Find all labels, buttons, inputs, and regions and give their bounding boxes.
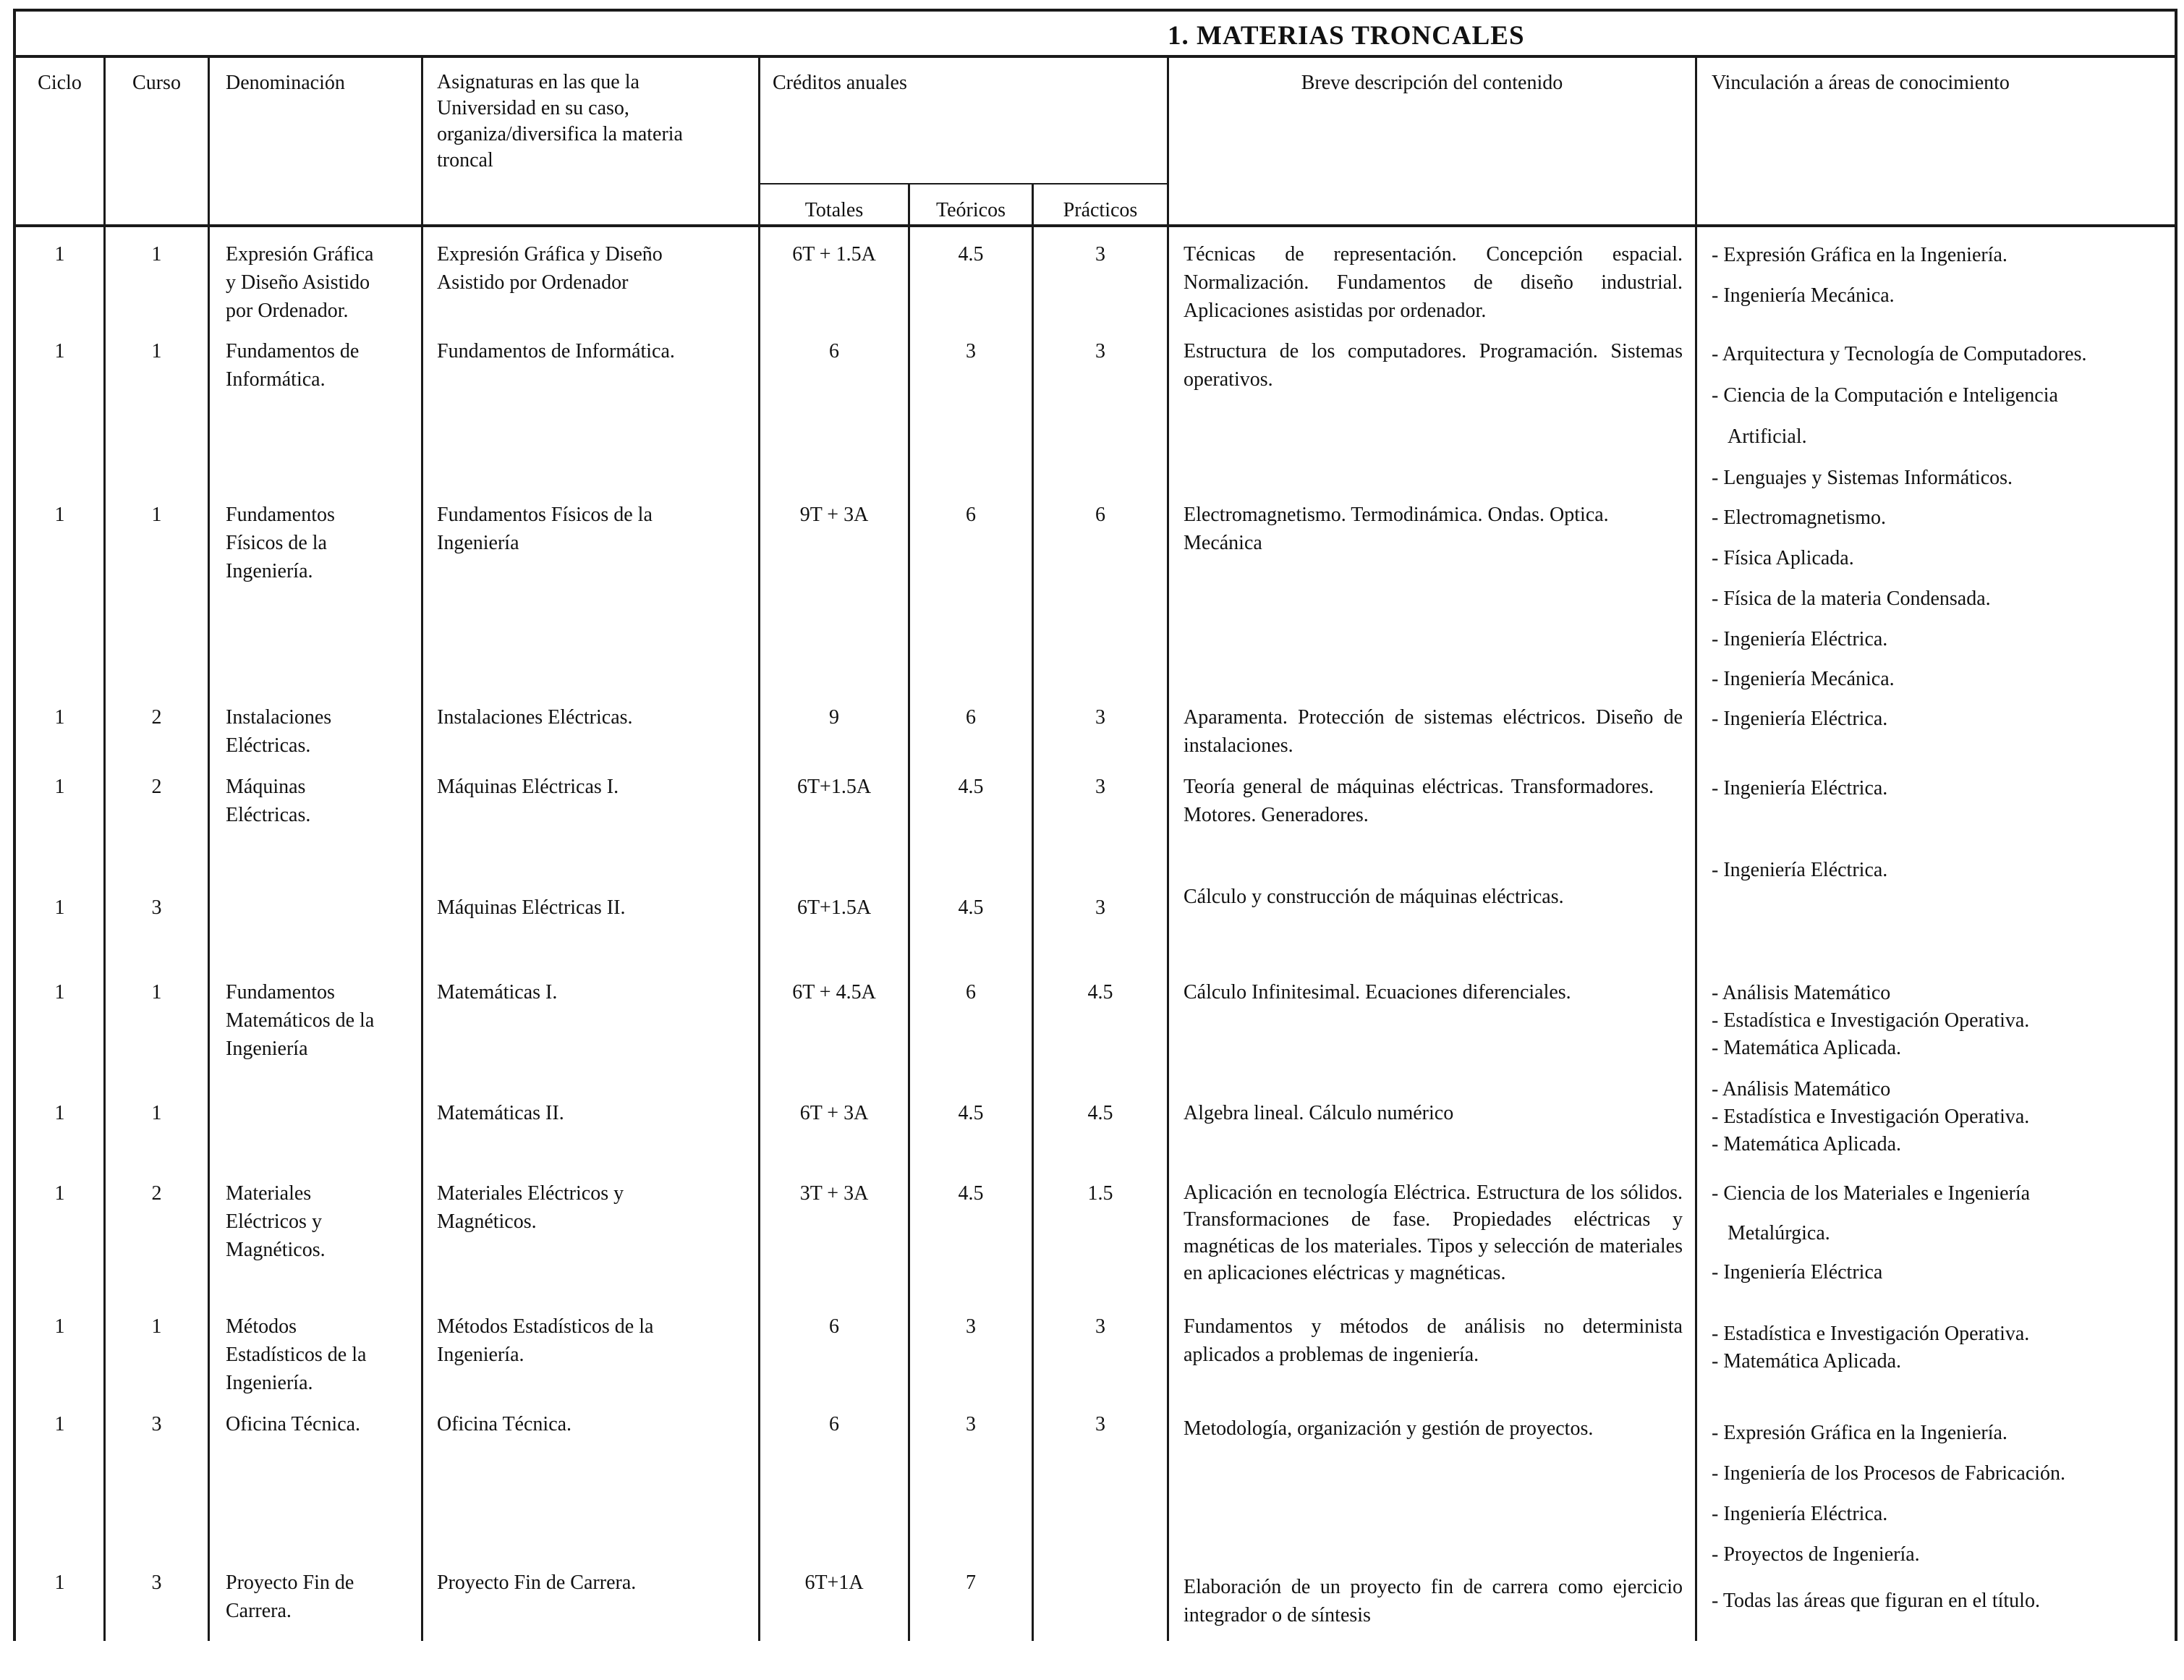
row-10-ciclo: 1 xyxy=(54,1413,65,1435)
row-8-descripcion: Aplicación en tecnología Eléctrica. Estructura de los sólidos. Transformaciones de fase. Propiedades eléctricas y magnéticas de los materiales. Tipos y selección de materiales en aplicaciones eléctricas y magnéticas. xyxy=(1184,1181,1683,1284)
area-item: - Ingeniería Eléctrica. xyxy=(1712,626,1887,653)
header-practicos: Prácticos xyxy=(1063,199,1138,221)
row-8-totales: 3T + 3A xyxy=(799,1182,869,1205)
row-2-denominacion: Fundamentos Físicos de la Ingeniería. xyxy=(226,504,335,582)
row-1-ciclo: 1 xyxy=(54,340,65,362)
area-item: - Expresión Gráfica en la Ingeniería. xyxy=(1712,242,2007,269)
row-11-denominacion: Proyecto Fin de Carrera. xyxy=(226,1571,354,1622)
row-6-practicos: 4.5 xyxy=(1087,981,1113,1004)
row-3-totales: 9 xyxy=(829,706,839,729)
row-3-denominacion: Instalaciones Eléctricas. xyxy=(226,706,332,757)
area-item: - Física de la materia Condensada. xyxy=(1712,585,1991,613)
area-item: - Ingeniería Mecánica. xyxy=(1712,282,1895,310)
col-divider-descripcion xyxy=(1167,56,1169,1641)
area-item: - Ingeniería Eléctrica. xyxy=(1712,1501,1887,1528)
col-divider-asignaturas xyxy=(421,56,423,1641)
row-7-descripcion: Algebra lineal. Cálculo numérico xyxy=(1184,1102,1454,1124)
row-2-ciclo: 1 xyxy=(54,504,65,526)
row-6-teoricos: 6 xyxy=(966,981,976,1004)
row-9-practicos: 3 xyxy=(1095,1315,1105,1338)
area-item: - Matemática Aplicada. xyxy=(1712,1131,1901,1158)
table-top-border xyxy=(13,9,2177,12)
header-vinculacion: Vinculación a áreas de conocimiento xyxy=(1712,72,2010,94)
area-item: - Estadística e Investigación Operativa. xyxy=(1712,1103,2029,1131)
row-0-denominacion: Expresión Gráfica y Diseño Asistido por Ordenador. xyxy=(226,243,374,322)
area-item: - Ingeniería de los Procesos de Fabricación. xyxy=(1712,1460,2065,1488)
area-item: - Matemática Aplicada. xyxy=(1712,1348,1901,1375)
row-7-practicos: 4.5 xyxy=(1087,1102,1113,1124)
row-5-teoricos: 4.5 xyxy=(958,896,984,919)
row-1-practicos: 3 xyxy=(1095,340,1105,362)
row-10-totales: 6 xyxy=(829,1413,839,1435)
area-item: - Análisis Matemático xyxy=(1712,1076,1890,1103)
area-item: - Matemática Aplicada. xyxy=(1712,1035,1901,1062)
col-divider-vinculacion xyxy=(1695,56,1697,1641)
area-item: - Todas las áreas que figuran en el título. xyxy=(1712,1587,2040,1615)
area-item: - Arquitectura y Tecnología de Computadores. xyxy=(1712,341,2087,368)
row-5-totales: 6T+1.5A xyxy=(796,896,872,919)
area-item: - Ciencia de los Materiales e Ingeniería xyxy=(1712,1180,2030,1208)
row-0-asignatura: Expresión Gráfica y Diseño Asistido por Ordenador xyxy=(437,243,663,294)
row-0-descripcion: Técnicas de representación. Concepción espacial. Normalización. Fundamentos de diseño industrial. Aplicaciones asistidas por ordenador. xyxy=(1184,243,1683,322)
row-1-teoricos: 3 xyxy=(966,340,976,362)
section-title: 1. MATERIAS TRONCALES xyxy=(1168,21,1525,51)
row-0-ciclo: 1 xyxy=(54,243,65,266)
area-item: - Análisis Matemático xyxy=(1712,980,1890,1007)
row-10-asignatura: Oficina Técnica. xyxy=(437,1413,572,1435)
row-8-curso: 2 xyxy=(151,1182,162,1205)
row-11-totales: 6T+1A xyxy=(804,1571,864,1594)
subheader-border xyxy=(758,183,1167,184)
area-item: - Física Aplicada. xyxy=(1712,545,1854,572)
row-8-denominacion: Materiales Eléctricos y Magnéticos. xyxy=(226,1182,326,1261)
row-10-descripcion: Metodología, organización y gestión de proyectos. xyxy=(1184,1417,1594,1440)
area-item: - Ciencia de la Computación e Inteligencia xyxy=(1712,382,2058,410)
row-2-totales: 9T + 3A xyxy=(799,504,869,526)
row-3-curso: 2 xyxy=(151,706,162,729)
row-2-asignatura: Fundamentos Físicos de la Ingeniería xyxy=(437,504,653,554)
area-item: - Ingeniería Mecánica. xyxy=(1712,666,1895,693)
row-11-descripcion: Elaboración de un proyecto fin de carrera como ejercicio integrador o de síntesis xyxy=(1184,1576,1683,1626)
row-9-ciclo: 1 xyxy=(54,1315,65,1338)
row-6-ciclo: 1 xyxy=(54,981,65,1004)
row-8-practicos: 1.5 xyxy=(1087,1182,1113,1205)
row-4-practicos: 3 xyxy=(1095,776,1105,798)
header-asignaturas: Asignaturas en las que la Universidad en su caso, organiza/diversifica la materia troncal xyxy=(437,71,683,171)
row-3-asignatura: Instalaciones Eléctricas. xyxy=(437,706,633,729)
row-10-denominacion: Oficina Técnica. xyxy=(226,1413,361,1435)
row-8-teoricos: 4.5 xyxy=(958,1182,984,1205)
row-2-teoricos: 6 xyxy=(966,504,976,526)
header-totales: Totales xyxy=(804,199,864,221)
row-7-ciclo: 1 xyxy=(54,1102,65,1124)
row-2-practicos: 6 xyxy=(1095,504,1105,526)
row-6-curso: 1 xyxy=(151,981,162,1004)
row-6-totales: 6T + 4.5A xyxy=(792,981,876,1004)
row-11-curso: 3 xyxy=(151,1571,162,1594)
row-4-totales: 6T+1.5A xyxy=(796,776,872,798)
col-divider-curso xyxy=(103,56,106,1641)
row-11-teoricos: 7 xyxy=(966,1571,976,1594)
row-8-ciclo: 1 xyxy=(54,1182,65,1205)
col-divider-totales xyxy=(758,56,760,1641)
row-3-practicos: 3 xyxy=(1095,706,1105,729)
row-1-totales: 6 xyxy=(829,340,839,362)
header-denominacion: Denominación xyxy=(226,72,345,94)
row-5-practicos: 3 xyxy=(1095,896,1105,919)
row-10-practicos: 3 xyxy=(1095,1413,1105,1435)
row-9-curso: 1 xyxy=(151,1315,162,1338)
row-1-descripcion: Estructura de los computadores. Programación. Sistemas operativos. xyxy=(1184,340,1683,391)
row-0-totales: 6T + 1.5A xyxy=(792,243,876,266)
row-9-teoricos: 3 xyxy=(966,1315,976,1338)
row-0-teoricos: 4.5 xyxy=(958,243,984,266)
header-curso: Curso xyxy=(132,72,181,94)
row-8-asignatura: Materiales Eléctricos y Magnéticos. xyxy=(437,1182,624,1233)
row-4-denominacion: Máquinas Eléctricas. xyxy=(226,776,311,826)
area-item: - Ingeniería Eléctrica. xyxy=(1712,857,1887,884)
row-4-descripcion: Teoría general de máquinas eléctricas. Transformadores. Motores. Generadores. xyxy=(1184,776,1654,826)
row-0-practicos: 3 xyxy=(1095,243,1105,266)
row-4-teoricos: 4.5 xyxy=(958,776,984,798)
row-4-ciclo: 1 xyxy=(54,776,65,798)
area-item: - Estadística e Investigación Operativa. xyxy=(1712,1007,2029,1035)
title-bottom-border xyxy=(13,55,2177,58)
table-right-border xyxy=(2175,9,2177,1641)
row-9-denominacion: Métodos Estadísticos de la Ingeniería. xyxy=(226,1315,367,1394)
row-11-asignatura: Proyecto Fin de Carrera. xyxy=(437,1571,637,1594)
area-item: - Lenguajes y Sistemas Informáticos. xyxy=(1712,464,2013,492)
row-11-ciclo: 1 xyxy=(54,1571,65,1594)
area-item: Artificial. xyxy=(1728,425,1807,448)
area-item: - Ingeniería Eléctrica. xyxy=(1712,775,1887,802)
row-2-curso: 1 xyxy=(151,504,162,526)
row-1-denominacion: Fundamentos de Informática. xyxy=(226,340,360,391)
row-1-curso: 1 xyxy=(151,340,162,362)
row-2-descripcion: Electromagnetismo. Termodinámica. Ondas. Optica. Mecánica xyxy=(1184,504,1609,554)
area-item: - Estadística e Investigación Operativa. xyxy=(1712,1320,2029,1348)
col-divider-denominacion xyxy=(208,56,210,1641)
header-teoricos: Teóricos xyxy=(935,199,1006,221)
header-bottom-border xyxy=(13,224,2177,227)
row-6-descripcion: Cálculo Infinitesimal. Ecuaciones diferenciales. xyxy=(1184,981,1571,1004)
row-3-descripcion: Aparamenta. Protección de sistemas eléctricos. Diseño de instalaciones. xyxy=(1184,706,1683,757)
row-7-totales: 6T + 3A xyxy=(799,1102,869,1124)
row-9-descripcion: Fundamentos y métodos de análisis no determinista aplicados a problemas de ingeniería. xyxy=(1184,1315,1683,1366)
row-4-curso: 2 xyxy=(151,776,162,798)
row-5-asignatura: Máquinas Eléctricas II. xyxy=(437,896,626,919)
row-7-teoricos: 4.5 xyxy=(958,1102,984,1124)
row-9-totales: 6 xyxy=(829,1315,839,1338)
row-5-ciclo: 1 xyxy=(54,896,65,919)
row-10-teoricos: 3 xyxy=(966,1413,976,1435)
row-5-curso: 3 xyxy=(151,896,162,919)
area-item: Metalúrgica. xyxy=(1728,1222,1830,1244)
header-ciclo: Ciclo xyxy=(38,72,82,94)
header-descripcion: Breve descripción del contenido xyxy=(1301,72,1563,94)
row-7-asignatura: Matemáticas II. xyxy=(437,1102,564,1124)
area-item: - Expresión Gráfica en la Ingeniería. xyxy=(1712,1420,2007,1447)
row-0-curso: 1 xyxy=(151,243,162,266)
row-5-descripcion: Cálculo y construcción de máquinas eléctricas. xyxy=(1184,886,1564,908)
row-9-asignatura: Métodos Estadísticos de la Ingeniería. xyxy=(437,1315,654,1366)
row-6-denominacion: Fundamentos Matemáticos de la Ingeniería xyxy=(226,981,375,1060)
row-10-curso: 3 xyxy=(151,1413,162,1435)
row-1-asignatura: Fundamentos de Informática. xyxy=(437,340,675,362)
area-item: - Electromagnetismo. xyxy=(1712,504,1886,532)
row-6-asignatura: Matemáticas I. xyxy=(437,981,558,1004)
area-item: - Proyectos de Ingeniería. xyxy=(1712,1541,1920,1569)
row-4-asignatura: Máquinas Eléctricas I. xyxy=(437,776,619,798)
row-3-teoricos: 6 xyxy=(966,706,976,729)
header-creditos: Créditos anuales xyxy=(773,72,907,94)
area-item: - Ingeniería Eléctrica xyxy=(1712,1259,1882,1286)
area-item: - Ingeniería Eléctrica. xyxy=(1712,705,1887,733)
row-3-ciclo: 1 xyxy=(54,706,65,729)
row-7-curso: 1 xyxy=(151,1102,162,1124)
